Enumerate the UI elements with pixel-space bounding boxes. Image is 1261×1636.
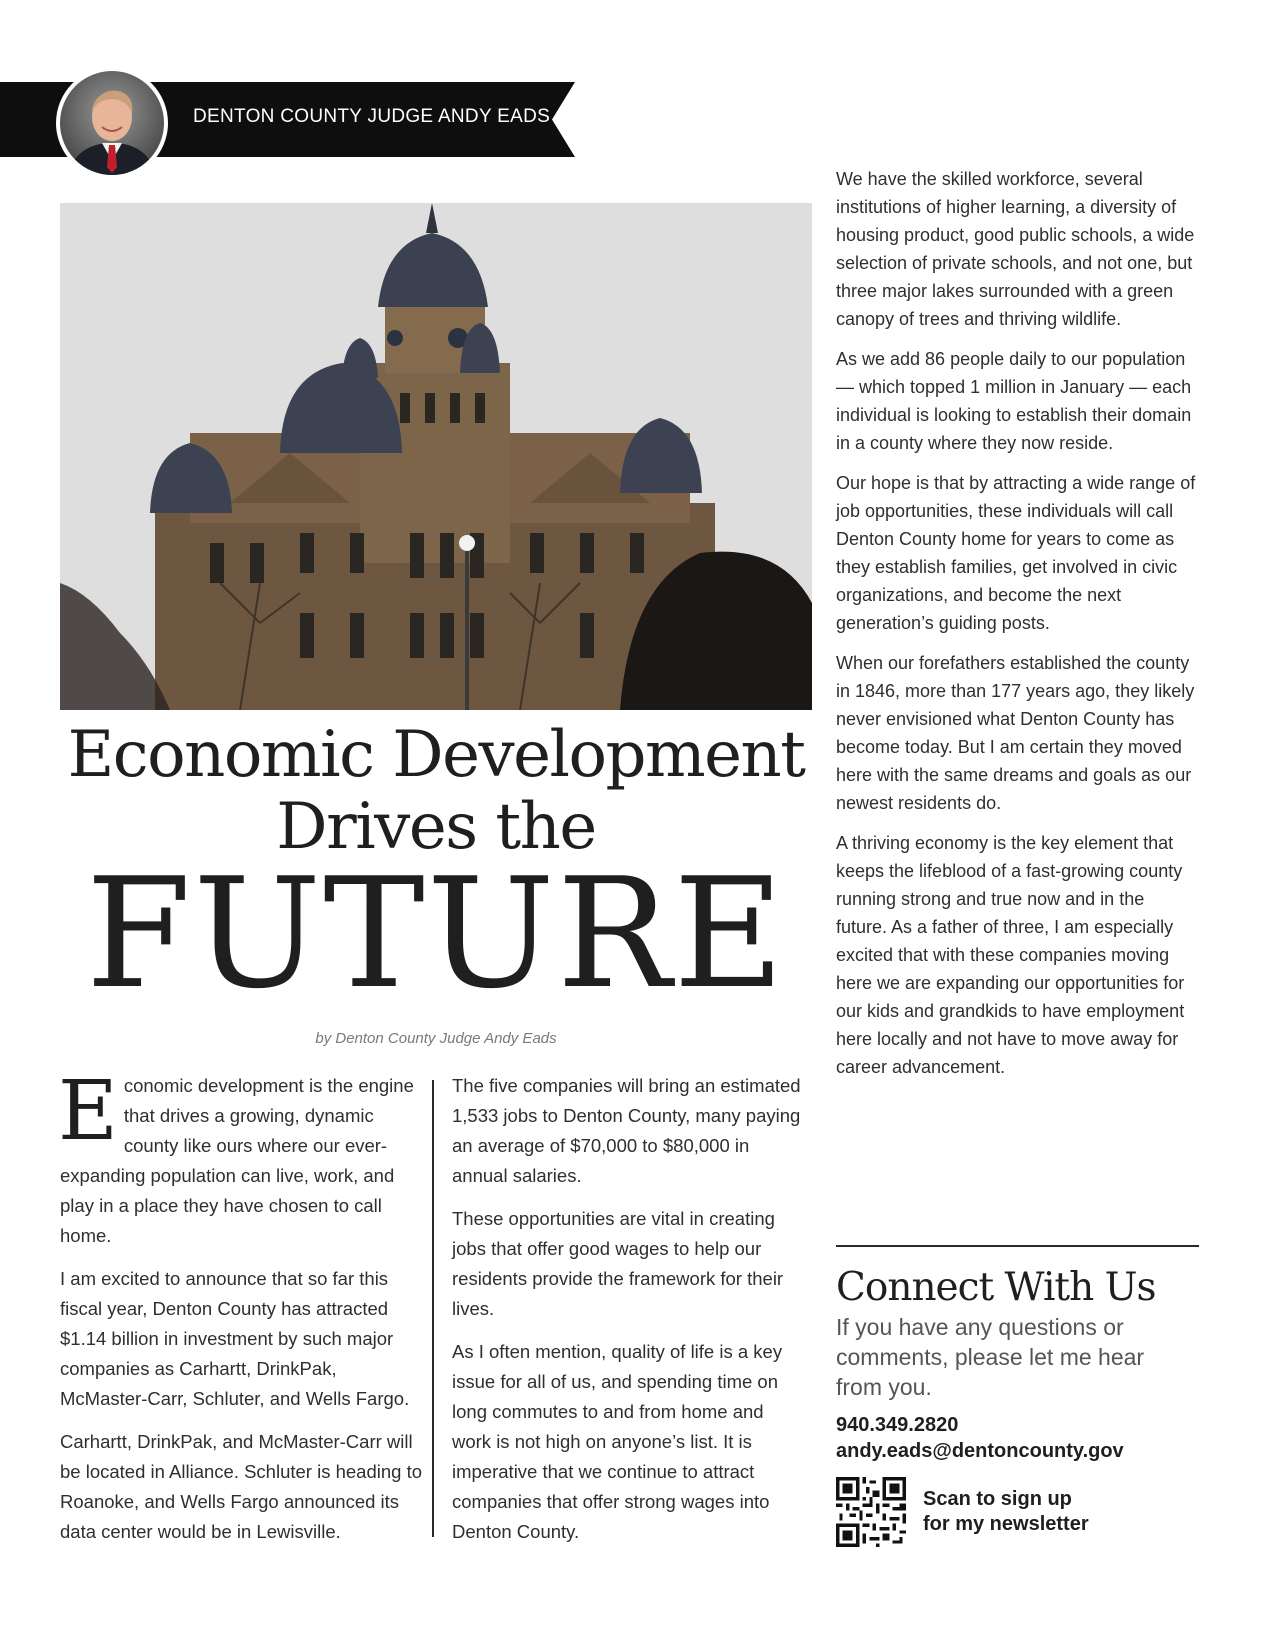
courthouse-icon: [60, 203, 812, 710]
phone-number[interactable]: 940.349.2820: [836, 1414, 959, 1436]
paragraph: The five companies will bring an estimated 1,533 jobs to Denton County, many paying an average of $70,000 to $80,000 in annual salaries.: [452, 1075, 801, 1186]
paragraph: A thriving economy is the key element that keeps the lifeblood of a fast-growing county running strong and true now and in the future. As a father of three, I am especially excited that with these companies moving here we are expanding our opportunities for our kids and grandkids to have employment here locally and not have to move away for career advancement.: [836, 833, 1185, 1077]
article-column-3: [836, 165, 1200, 1093]
scan-line2: for my newsletter: [923, 1513, 1089, 1535]
paragraph: When our forefathers established the county in 1846, more than 177 years ago, they likely never envisioned what Denton County has become today. But I am certain they moved here with the same dreams and goals as our newest residents do.: [836, 653, 1195, 813]
paragraph: These opportunities are vital in creating jobs that offer good wages to help our residents provide the framework for their lives.: [452, 1208, 784, 1319]
section-divider: [836, 1245, 1199, 1247]
paragraph: We have the skilled workforce, several institutions of higher learning, a diversity of housing product, good public schools, a wide selection of private schools, and not one, but three major lakes surrounded with a green canopy of trees and thriving wildlife.: [836, 169, 1195, 329]
email-link[interactable]: andy.eads@dentoncounty.gov: [836, 1440, 1124, 1462]
connect-title: Connect With Us: [836, 1265, 1156, 1310]
paragraph: [58, 1064, 424, 1251]
avatar: [56, 67, 168, 179]
paragraph: Our hope is that by attracting a wide range of job opportunities, these individuals will call Denton County home for years to come as they establish families, get involved in civic organizations, and become the next generation’s guiding posts.: [836, 473, 1196, 633]
article-column-1: [58, 1064, 424, 1560]
byline: by Denton County Judge Andy Eads: [315, 1030, 557, 1047]
headline-line2: Drives the: [276, 790, 596, 864]
article-column-2: [452, 1071, 804, 1560]
headline-line1: Economic Development: [67, 718, 805, 792]
paragraph: As we add 86 people daily to our population — which topped 1 million in January — each individual is looking to establish their domain in a county where they now reside.: [836, 349, 1192, 453]
portrait-icon: [60, 71, 164, 175]
connect-text: If you have any questions or comments, please let me hear from you.: [836, 1314, 1145, 1400]
scan-caption: [923, 1487, 1123, 1537]
paragraph: As I often mention, quality of life is a key issue for all of us, and spending time on long commutes to and from home and work is not high on anyone’s list. It is imperative that we continue to attract companies that offer strong wages into Denton County.: [452, 1341, 783, 1542]
paragraph: I am excited to announce that so far this fiscal year, Denton County has attracted $1.14 billion in investment by such major companies as Carhartt, DrinkPak, McMaster-Carr, Schluter, and Wells Fargo.: [60, 1268, 410, 1409]
paragraph: Carhartt, DrinkPak, and McMaster-Carr will be located in Alliance. Schluter is heading to Roanoke, and Wells Fargo announced its data center would be in Lewisville.: [60, 1431, 423, 1542]
column-divider: [432, 1080, 434, 1537]
paragraph-text: conomic development is the engine that drives a growing, dynamic county like ours where our ever-expanding population can live, work, and play in a place they have chosen to call home.: [60, 1075, 414, 1246]
drop-cap: E: [58, 1064, 118, 1159]
scan-line1: Scan to sign up: [923, 1488, 1072, 1510]
banner-title: DENTON COUNTY JUDGE ANDY EADS: [193, 106, 551, 127]
courthouse-photo: [60, 203, 812, 710]
headline-line3: FUTURE: [85, 845, 787, 1022]
qr-code-icon[interactable]: [836, 1477, 906, 1547]
